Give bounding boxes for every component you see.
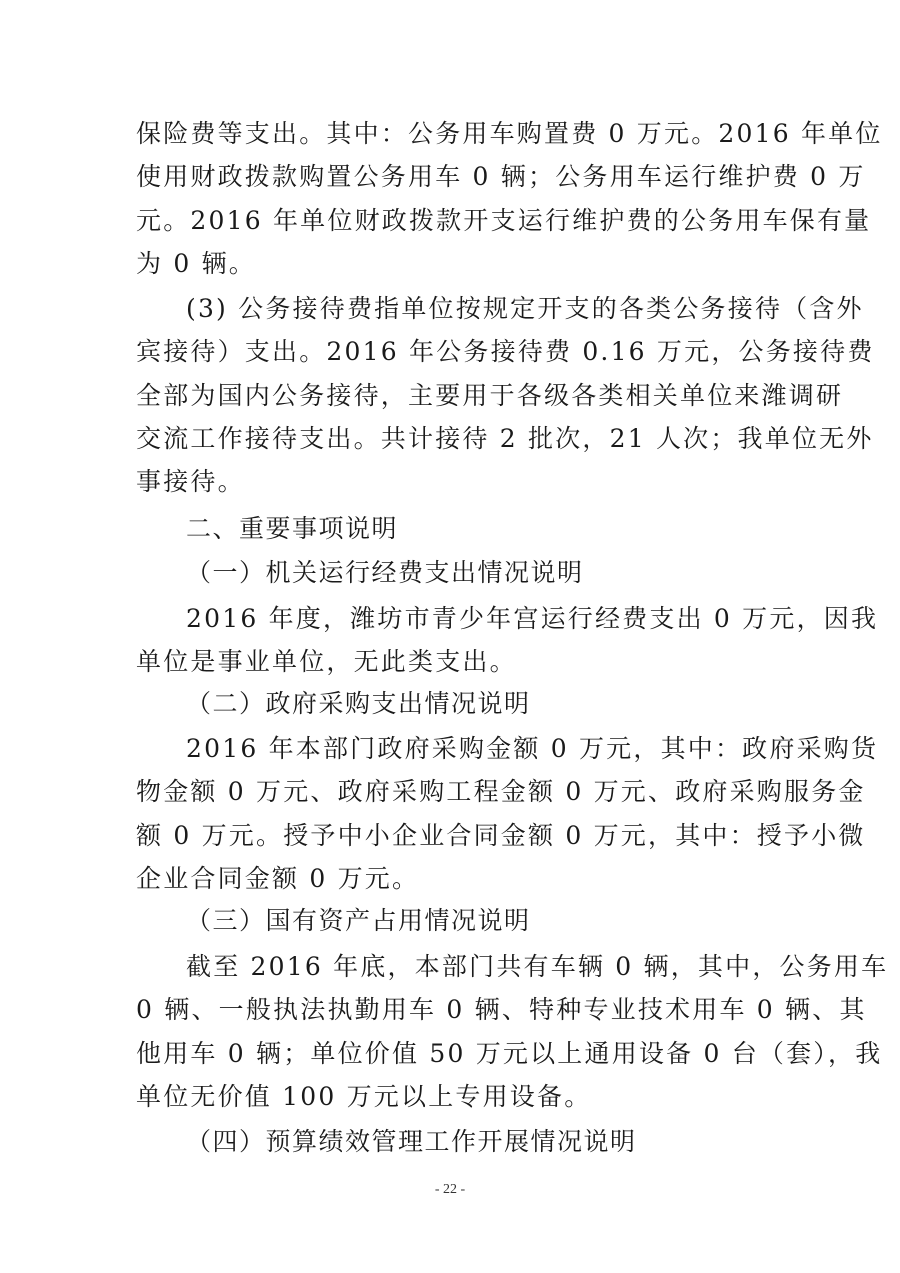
text-line: (3) 公务接待费指单位按规定开支的各类公务接待（含外 — [186, 294, 864, 323]
section-heading: 二、重要事项说明 — [186, 514, 399, 543]
text-line: 2016 年度，潍坊市青少年宫运行经费支出 0 万元，因我 — [186, 604, 879, 633]
text-line: 企业合同金额 0 万元。 — [136, 863, 420, 893]
text-line: 截至 2016 年底，本部门共有车辆 0 辆，其中，公务用车 — [186, 952, 889, 981]
text-line: 单位无价值 100 万元以上专用设备。 — [136, 1081, 592, 1111]
text-line: 2016 年本部门政府采购金额 0 万元，其中：政府采购货 — [186, 734, 879, 763]
paragraph-vehicle-expenses — [136, 112, 883, 285]
text-line: 宾接待）支出。2016 年公务接待费 0.16 万元，公务接待费 — [136, 337, 875, 367]
paragraph-reception-expenses — [136, 287, 875, 503]
text-line: 保险费等支出。其中：公务用车购置费 0 万元。2016 年单位 — [136, 119, 883, 148]
text-line: 为 0 辆。 — [136, 248, 256, 278]
text-line: 单位是事业单位，无此类支出。 — [136, 647, 517, 677]
paragraph-operating-expenses — [136, 597, 879, 684]
subsection-heading-1: （一）机关运行经费支出情况说明 — [186, 558, 584, 587]
text-line: 事接待。 — [136, 467, 245, 497]
text-line: 0 辆、一般执法执勤用车 0 辆、特种专业技术用车 0 辆、其 — [136, 995, 867, 1025]
paragraph-procurement — [136, 727, 879, 900]
text-line: 交流工作接待支出。共计接待 2 批次，21 人次；我单位无外 — [136, 423, 874, 453]
text-line: 他用车 0 辆；单位价值 50 万元以上通用设备 0 台（套），我 — [136, 1038, 883, 1068]
subsection-heading-4: （四）预算绩效管理工作开展情况说明 — [186, 1127, 637, 1156]
text-line: 元。2016 年单位财政拨款开支运行维护费的公务用车保有量 — [136, 205, 872, 235]
paragraph-assets — [136, 945, 889, 1118]
subsection-heading-3: （三）国有资产占用情况说明 — [186, 906, 531, 935]
text-line: 全部为国内公务接待，主要用于各级各类相关单位来潍调研 — [136, 380, 844, 410]
text-line: 物金额 0 万元、政府采购工程金额 0 万元、政府采购服务金 — [136, 777, 866, 807]
page-number: - 22 - — [434, 1182, 466, 1197]
subsection-heading-2: （二）政府采购支出情况说明 — [186, 689, 531, 718]
text-line: 额 0 万元。授予中小企业合同金额 0 万元，其中：授予小微 — [136, 820, 866, 850]
text-line: 使用财政拨款购置公务用车 0 辆；公务用车运行维护费 0 万 — [136, 162, 866, 192]
